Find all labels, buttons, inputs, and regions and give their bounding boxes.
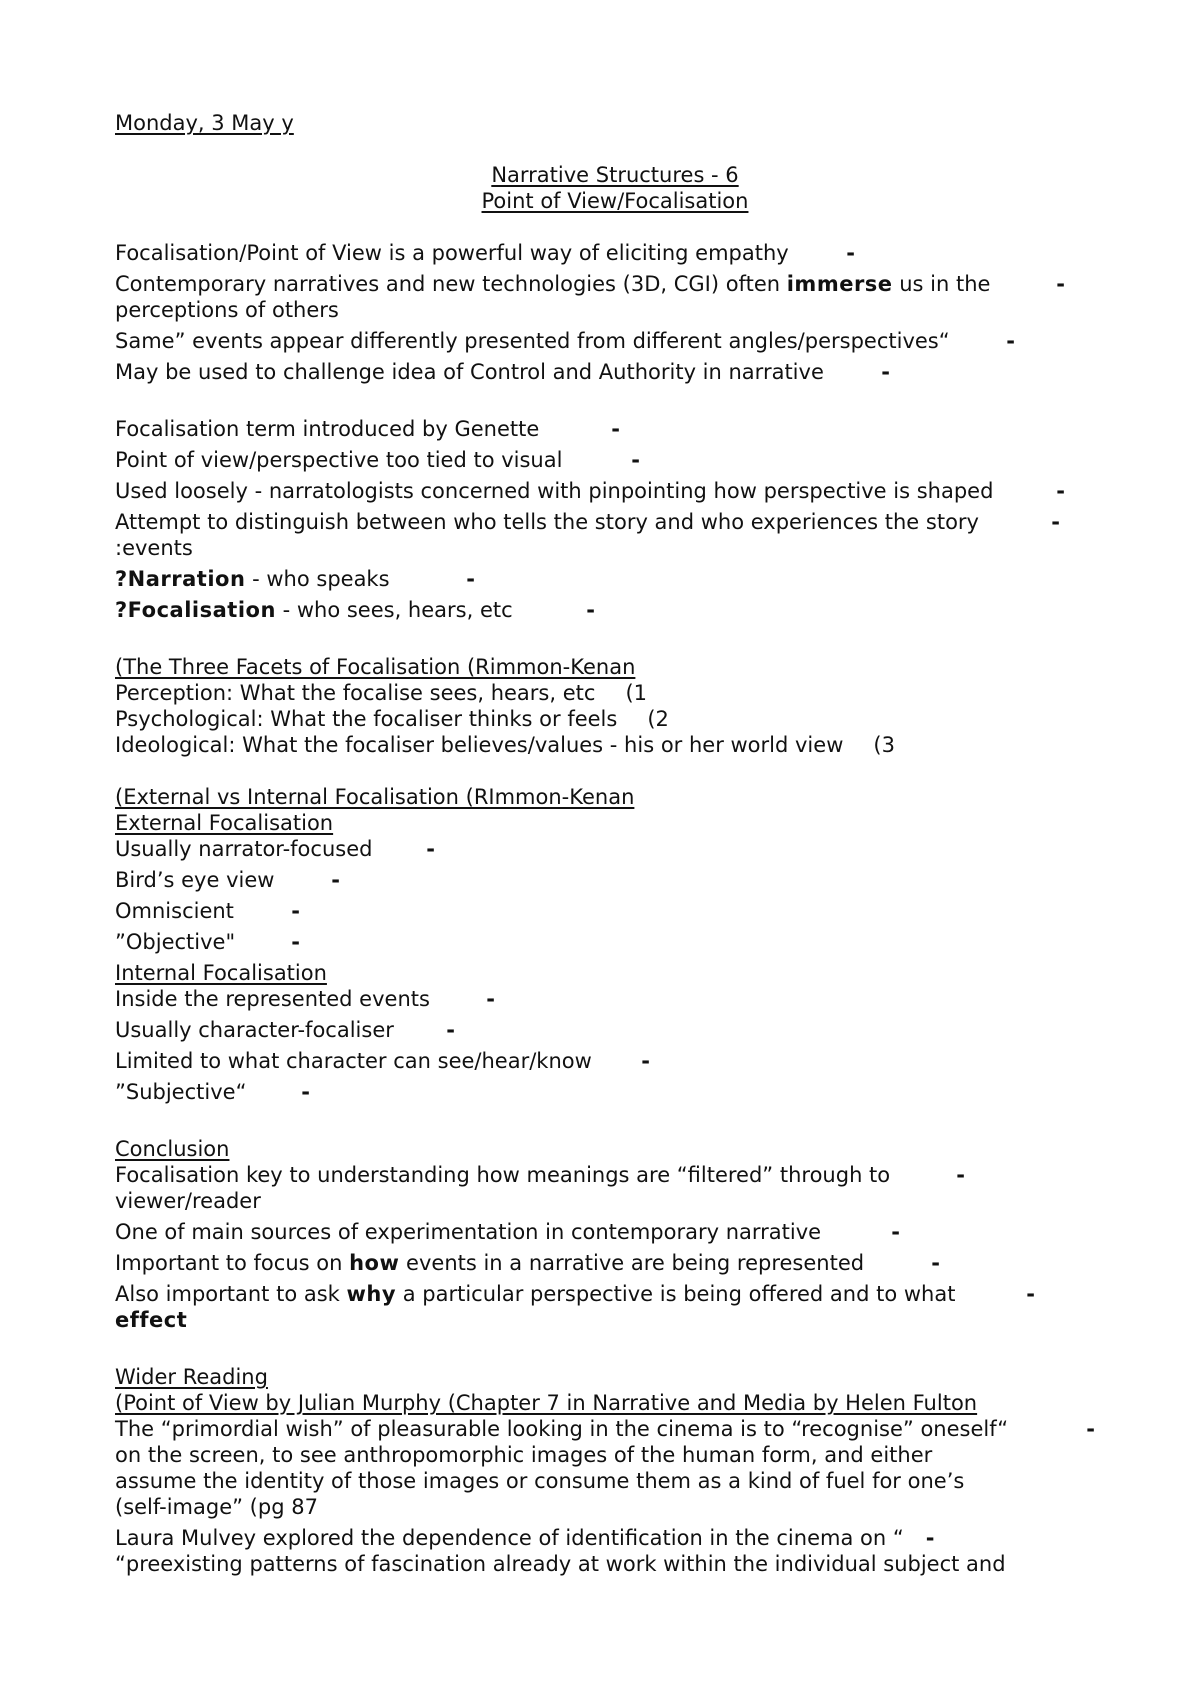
bold-term: how xyxy=(349,1251,400,1275)
bullet-control xyxy=(115,359,890,385)
bullet-text: Used loosely - narratologists concerned with pinpointing how perspective is shaped xyxy=(115,479,994,503)
dash-marker: - xyxy=(1056,272,1065,296)
bullet-inside-events xyxy=(115,986,495,1012)
dash-marker: - xyxy=(881,360,890,384)
bullet-text: One of main sources of experimentation in contemporary narrative xyxy=(115,1220,822,1244)
bullet-why xyxy=(115,1281,1035,1333)
dash-marker: - xyxy=(331,868,340,892)
dash-marker: - xyxy=(1056,479,1065,503)
dash-marker: - xyxy=(291,899,300,923)
page-title: Narrative Structures - 6 xyxy=(491,163,739,187)
dash-marker: - xyxy=(291,930,300,954)
bold-term: ?Narration xyxy=(115,567,246,591)
facet-number: (2 xyxy=(647,707,669,731)
bullet-text: perceptions of others xyxy=(115,298,339,322)
bullet-genette xyxy=(115,416,620,442)
dash-marker: - xyxy=(641,1049,650,1073)
bullet-birds-eye xyxy=(115,867,340,893)
facet-text: Psychological: What the focaliser thinks or feels xyxy=(115,707,618,731)
bullet-focalisation xyxy=(115,597,595,623)
bullet-visual xyxy=(115,447,640,473)
bullet-text: Omniscient xyxy=(115,899,234,923)
bullet-how xyxy=(115,1250,940,1276)
bullet-empathy xyxy=(115,240,855,266)
bullet-text: May be used to challenge idea of Control and Authority in narrative xyxy=(115,360,824,384)
dash-marker: - xyxy=(631,448,640,472)
bullet-text: Inside the represented events xyxy=(115,987,430,1011)
bullet-narration xyxy=(115,566,475,592)
facet-number: (3 xyxy=(873,733,895,757)
bullet-subjective xyxy=(115,1079,310,1105)
bullet-text: Point of view/perspective too tied to visual xyxy=(115,448,563,472)
bullet-text: Same” events appear differently presented from different angles/perspectives“ xyxy=(115,329,950,353)
bold-term: effect xyxy=(115,1308,188,1332)
bullet-text: :events xyxy=(115,536,193,560)
bullet-text: ”Subjective“ xyxy=(115,1080,247,1104)
facet-text: Perception: What the focalise sees, hears, etc xyxy=(115,681,596,705)
bullet-filtered xyxy=(115,1162,965,1214)
facet-ideological xyxy=(115,732,1115,758)
dash-marker: - xyxy=(956,1163,965,1187)
page-subtitle: Point of View/Focalisation xyxy=(481,189,749,213)
facet-number: (1 xyxy=(625,681,647,705)
reading-heading: Wider Reading xyxy=(115,1365,268,1389)
facet-psychological xyxy=(115,706,1115,732)
bullet-narrator-focused xyxy=(115,836,435,862)
facet-perception xyxy=(115,680,1115,706)
bullet-text: Focalisation term introduced by Genette xyxy=(115,417,540,441)
internal-heading: Internal Focalisation xyxy=(115,961,327,985)
dash-marker: - xyxy=(1006,329,1015,353)
dash-marker: - xyxy=(426,837,435,861)
bullet-text: (self-image” (pg 87 xyxy=(115,1495,318,1519)
bullet-text: - who sees, hears, etc xyxy=(275,598,513,622)
bullet-text: ”Objective" xyxy=(115,930,236,954)
bullet-text: Laura Mulvey explored the dependence of identification in the cinema on “ xyxy=(115,1526,904,1550)
bullet-text: Contemporary narratives and new technologies (3D, CGI) often xyxy=(115,272,787,296)
dash-marker: - xyxy=(611,417,620,441)
bullet-character-focaliser xyxy=(115,1017,455,1043)
dash-marker: - xyxy=(931,1251,940,1275)
bullet-text: Usually narrator-focused xyxy=(115,837,373,861)
dash-marker: - xyxy=(301,1080,310,1104)
bold-term: why xyxy=(346,1282,397,1306)
bullet-mulvey xyxy=(115,1525,1095,1577)
bullet-text: viewer/reader xyxy=(115,1189,261,1213)
bullet-text: a particular perspective is being offered and to what xyxy=(396,1282,956,1306)
dash-marker: - xyxy=(1026,1282,1035,1306)
bullet-distinguish xyxy=(115,509,1060,561)
ext-int-heading: (External vs Internal Focalisation (RImmon-Kenan xyxy=(115,785,635,809)
bullet-text: events in a narrative are being represented xyxy=(399,1251,865,1275)
dash-marker: - xyxy=(466,567,475,591)
bullet-text: - who speaks xyxy=(245,567,390,591)
bullet-text: “preexisting patterns of fascination already at work within the individual subject and xyxy=(115,1552,1006,1576)
reading-source: (Point of View by Julian Murphy (Chapter 7 in Narrative and Media by Helen Fulton xyxy=(115,1391,978,1415)
bullet-limited xyxy=(115,1048,650,1074)
bullet-text: Focalisation/Point of View is a powerful way of eliciting empathy xyxy=(115,241,789,265)
conclusion-heading: Conclusion xyxy=(115,1137,230,1161)
bullet-text: Also important to ask xyxy=(115,1282,347,1306)
bullet-text: Bird’s eye view xyxy=(115,868,275,892)
bold-term: ?Focalisation xyxy=(115,598,276,622)
dash-marker: - xyxy=(586,598,595,622)
bullet-text: Important to focus on xyxy=(115,1251,350,1275)
dash-marker: - xyxy=(1051,510,1060,534)
bold-term: immerse xyxy=(786,272,893,296)
dash-marker: - xyxy=(925,1526,935,1550)
document-page xyxy=(115,110,1115,1582)
bullet-text: Limited to what character can see/hear/know xyxy=(115,1049,592,1073)
bullet-experimentation xyxy=(115,1219,900,1245)
bullet-objective xyxy=(115,929,300,955)
bullet-text: assume the identity of those images or consume them as a kind of fuel for one’s xyxy=(115,1469,965,1493)
bullet-same-events xyxy=(115,328,1015,354)
bullet-omniscient xyxy=(115,898,300,924)
date-heading: Monday, 3 May y xyxy=(115,111,294,135)
bullet-immerse xyxy=(115,271,1065,323)
dash-marker: - xyxy=(446,1018,455,1042)
facets-heading: (The Three Facets of Focalisation (Rimmon-Kenan xyxy=(115,655,636,679)
dash-marker: - xyxy=(1086,1417,1095,1441)
bullet-text: Attempt to distinguish between who tells the story and who experiences the story xyxy=(115,510,979,534)
external-heading: External Focalisation xyxy=(115,811,334,835)
bullet-text: us in the xyxy=(892,272,991,296)
dash-marker: - xyxy=(486,987,495,1011)
facet-text: Ideological: What the focaliser believes/values - his or her world view xyxy=(115,733,844,757)
bullet-text: Usually character-focaliser xyxy=(115,1018,394,1042)
bullet-primordial-wish xyxy=(115,1416,1095,1520)
bullet-loosely xyxy=(115,478,1065,504)
dash-marker: - xyxy=(846,241,855,265)
bullet-text: on the screen, to see anthropomorphic images of the human form, and either xyxy=(115,1443,933,1467)
dash-marker: - xyxy=(891,1220,900,1244)
bullet-text: Focalisation key to understanding how meanings are “filtered” through to xyxy=(115,1163,891,1187)
bullet-text: The “primordial wish” of pleasurable looking in the cinema is to “recognise” oneself“ xyxy=(115,1417,1009,1441)
